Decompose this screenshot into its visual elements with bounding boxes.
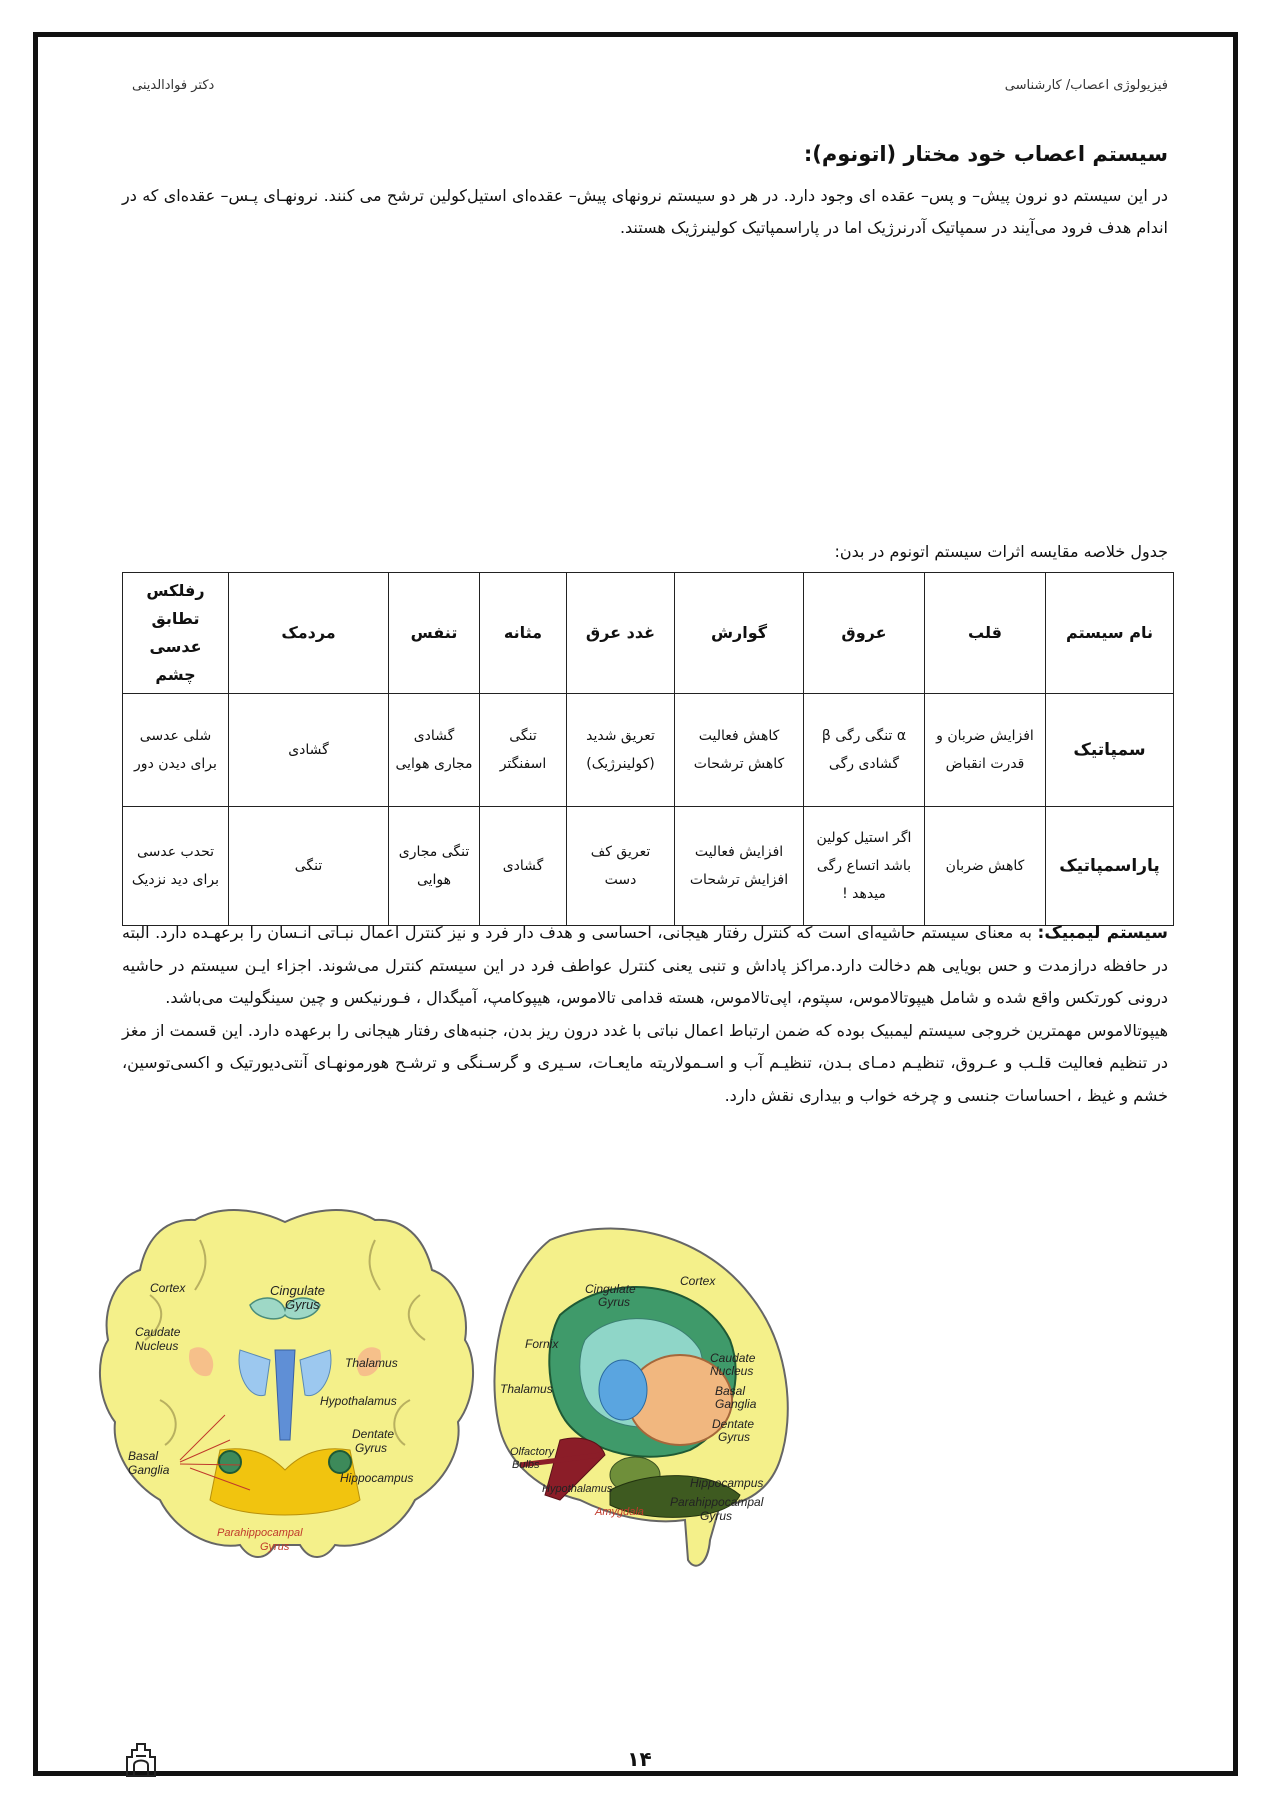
label-hippocampus: Hippocampus	[690, 1476, 764, 1490]
label-parahippocampal-1: Parahippocampal	[217, 1527, 303, 1539]
header-cell: تنفس	[389, 573, 480, 694]
limbic-paragraph-1: به معنای سیستم حاشیه‌ای است که کنترل رفتار هیجانی، احساسی و هدف دار فرد و نیز کنترل اعمال نبـاتی انـسان را برعهـده دارد. البته در حافظه درازمدت و حس بویایی هم دخالت دارد.مراکز پاداش و تنبی یعنی کنترل عواطف فرد در این سیستم کنترل می‌شوند. اجزاء ایـن سیستم در حاشیه درونی کورتکس واقع شده و شامل هیپوتالاموس، سپتوم، اپی‌تالاموس، هسته قدامی تالاموس، هیپوکامپ، آمیگدال ، فـورنیکس و چین سینگولیت می‌باشد.	[122, 923, 1168, 1007]
label-cortex: Cortex	[680, 1274, 716, 1288]
limbic-term: سیستم لیمبیک:	[1037, 923, 1168, 943]
section-title: سیستم اعصاب خود مختار (اتونوم):	[803, 142, 1168, 166]
label-caudate-2: Nucleus	[135, 1339, 179, 1353]
label-parahippocampal-1: Parahippocampal	[670, 1495, 764, 1509]
table-cell: تعریق کف دست	[567, 807, 675, 926]
label-dentate-1: Dentate	[352, 1427, 395, 1441]
limbic-brain-figures	[90, 1200, 825, 1580]
intro-paragraph: در این سیستم دو نرون پیش– و پس– عقده ای وجود دارد. در هر دو سیستم نرونهای پیش– عقده‌ای استیل‌کولین ترشح می کنند. نرونهـای پـس– عقده‌ای که در اندام هدف فرود می‌آیند در سمپاتیک آدرنرژیک اما در پاراسمپاتیک کولینرژیک هستند.	[122, 186, 1168, 237]
label-olfactory-1: Olfactory	[510, 1446, 555, 1458]
label-caudate-1: Caudate	[135, 1325, 181, 1339]
row-header: سمپاتیک	[1046, 694, 1174, 807]
label-caudate-1: Caudate	[710, 1351, 756, 1365]
label-parahippocampal-2: Gyrus	[700, 1509, 733, 1523]
label-cingulate-2: Gyrus	[598, 1295, 631, 1309]
label-amygdala: Amygdala	[595, 1506, 644, 1518]
table-cell: تنگی اسفنگتر	[480, 694, 567, 807]
table-cell: α تنگی رگی β گشادی رگی	[804, 694, 925, 807]
table-cell: افزایش فعالیت افزایش ترشحات	[675, 807, 804, 926]
table-cell: تحدب عدسی برای دید نزدیک	[123, 807, 229, 926]
table-cell: تعریق شدید (کولینرژیک)	[567, 694, 675, 807]
label-cingulate-2: Gyrus	[285, 1297, 320, 1312]
label-dentate-1: Dentate	[712, 1417, 755, 1431]
table-header-row	[123, 573, 1174, 694]
header-course-title: فیزیولوژی اعصاب/ کارشناسی	[1004, 78, 1168, 93]
table-cell: کاهش فعالیت کاهش ترشحات	[675, 694, 804, 807]
table-cell: شلی عدسی برای دیدن دور	[123, 694, 229, 807]
header-cell: گوارش	[675, 573, 804, 694]
label-hypothalamus: Hypothalamus	[320, 1394, 397, 1408]
limbic-section	[122, 917, 1168, 1112]
label-basal-1: Basal	[128, 1449, 159, 1463]
header-cell: رفلکس تطابق عدسی چشم	[123, 573, 229, 694]
label-fornix: Fornix	[525, 1337, 559, 1351]
coronal-brain-figure	[100, 1210, 473, 1557]
header-cell: نام سیستم	[1046, 573, 1174, 694]
label-dentate-2: Gyrus	[355, 1441, 388, 1455]
table-cell: تنگی مجاری هوایی	[389, 807, 480, 926]
table-cell: اگر استیل کولین باشد اتساع رگی میدهد !	[804, 807, 925, 926]
label-thalamus: Thalamus	[500, 1382, 553, 1396]
header-cell: عروق	[804, 573, 925, 694]
header-author: دکتر فوادالدینی	[132, 78, 215, 93]
label-basal-1: Basal	[715, 1384, 746, 1398]
header-cell: قلب	[925, 573, 1046, 694]
autonomic-comparison-table	[122, 572, 1174, 926]
label-basal-2: Ganglia	[128, 1463, 170, 1477]
label-hippocampus: Hippocampus	[340, 1471, 414, 1485]
label-hypothalamus: Hypothalamus	[542, 1483, 613, 1495]
header-cell: مردمک	[229, 573, 389, 694]
page-number: ۱۴	[627, 1747, 652, 1771]
table-cell: کاهش ضربان	[925, 807, 1046, 926]
table-caption: جدول خلاصه مقایسه اثرات سیستم اتونوم در بدن:	[834, 542, 1168, 561]
label-cortex: Cortex	[150, 1281, 186, 1295]
table-row	[123, 807, 1174, 926]
label-dentate-2: Gyrus	[718, 1430, 751, 1444]
label-caudate-2: Nucleus	[710, 1364, 754, 1378]
table-cell: گشادی	[480, 807, 567, 926]
limbic-paragraph-2: هیپوتالاموس مهمترین خروجی سیستم لیمبیک بوده که ضمن ارتباط اعمال نباتی با غدد درون ریز بدن، جنبه‌های رفتار هیجانی را برعهده دارد. این قسمت از مغز در تنظیم فعالیت قلـب و عـروق، تنظیـم دمـای بـدن، تنظیـم آب و اسـمولاریته مایعـات، سـیری و گرسـنگی و ترشـح هورمونهـای آنتی‌دیورتیک و اکسی‌توسین، خشم و غیظ ، احساسات جنسی و چرخه خواب و بیداری نقش دارد.	[122, 1020, 1168, 1105]
sagittal-brain-figure	[494, 1229, 787, 1566]
table-cell: گشادی	[229, 694, 389, 807]
label-cingulate-1: Cingulate	[270, 1283, 325, 1298]
label-olfactory-2: Bulbs	[512, 1459, 540, 1471]
header-cell: غدد عرق	[567, 573, 675, 694]
header-cell: مثانه	[480, 573, 567, 694]
label-parahippocampal-2: Gyrus	[260, 1541, 290, 1553]
table-cell: تنگی	[229, 807, 389, 926]
table-row	[123, 694, 1174, 807]
label-thalamus: Thalamus	[345, 1356, 398, 1370]
label-cingulate-1: Cingulate	[585, 1282, 636, 1296]
label-basal-2: Ganglia	[715, 1397, 757, 1411]
row-header: پاراسمپاتیک	[1046, 807, 1174, 926]
table-cell: افزایش ضربان و قدرت انقباض	[925, 694, 1046, 807]
table-cell: گشادی مجاری هوایی	[389, 694, 480, 807]
